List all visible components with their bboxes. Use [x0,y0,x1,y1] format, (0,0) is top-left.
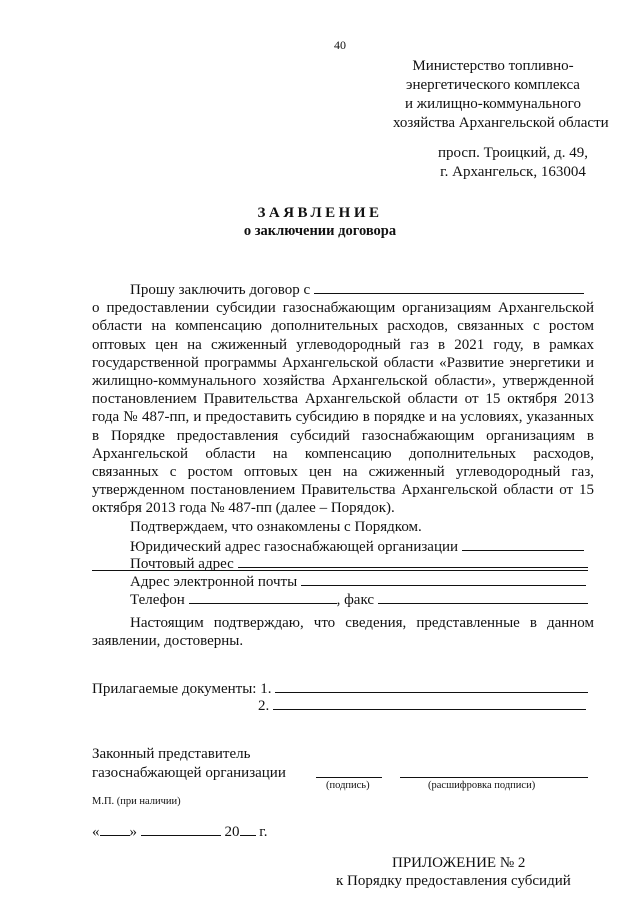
confirm-data-paragraph [92,614,594,650]
addressee-street: просп. Троицкий, д. 49, [438,145,588,161]
fax-field[interactable] [378,589,588,604]
legal-address-label: Юридический адрес газоснабжающей организации [130,538,459,555]
addressee-block [393,57,609,133]
postal-address-label: Почтовый адрес [130,556,234,572]
organization-name-field[interactable] [314,279,584,294]
document-subtitle: о заключении договора [243,223,397,239]
signature-field[interactable] [316,763,382,778]
attachments-label: Прилагаемые документы: [92,681,257,697]
addressee-city: г. Архангельск, 163004 [440,164,586,180]
addressee-line: хозяйства Архангельской области [393,115,609,131]
phone-fax-row [130,589,588,609]
date-year-field[interactable] [240,821,256,836]
email-row [130,571,586,591]
fax-label: , факс [336,592,375,608]
document-title: ЗАЯВЛЕНИЕ [257,205,383,221]
representative-line-1: Законный представитель [92,746,251,762]
attachment-field-2[interactable] [273,695,586,710]
email-field[interactable] [301,571,586,586]
date-close-quote: » [129,824,137,840]
legal-address-field[interactable] [462,536,584,551]
confirm-data-text: Настоящим подтверждаю, что сведения, представленные в данном заявлении, достоверны. [92,615,594,650]
addressee-line: и жилищно-коммунального [405,96,581,112]
attachment-number: 1. [260,681,272,697]
date-row [92,821,267,841]
phone-label: Телефон [130,592,185,608]
attachment-field-1[interactable] [275,678,588,693]
request-intro: Прошу заключить договор с [130,282,311,298]
representative-line-2: газоснабжающей организации [92,765,286,781]
addressee-line: Министерство топливно- [412,58,574,74]
representative-block [92,745,286,783]
attachment-number: 2. [258,698,270,714]
appendix-title: ПРИЛОЖЕНИЕ № 2 [392,855,526,871]
date-year-prefix: 20 [224,824,240,840]
signature-caption: (подпись) [326,780,370,791]
signature-decode-field[interactable] [400,763,588,778]
stamp-note: М.П. (при наличии) [92,796,181,807]
appendix-subtitle: к Порядку предоставления субсидий [336,873,571,889]
addressee-address [433,144,593,182]
postal-address-row [130,553,588,573]
request-body: о предоставлении субсидии газоснабжающим организациям Архангельской области на компенсацию дополнительных расходов, связанных с ростом оптовых цен на сжиженный углеводородный газ в 2021 году, в рамках государственной программы Архангельской области «Развитие энергетики и жилищно-коммунального хозяйства Архангельской области», утвержденной постановлением Правительства Архангельской области от 15 октября 2013 года № 487-пп, и предоставить субсидию в порядке и на условиях, указанных в Порядке предоставления субсидий газоснабжающим организациям в Архангельской области на компенсацию дополнительных расходов, связанных с ростом оптовых цен на сжиженный углеводородный газ, утвержденном постановлением Правительства Архангельской области от 15 октября 2013 года № 487-пп (далее – Порядок). [92,300,594,517]
request-paragraph [92,279,594,576]
date-open-quote: « [92,824,100,840]
postal-address-field[interactable] [238,553,588,568]
page-number: 40 [334,38,346,52]
email-label: Адрес электронной почты [130,574,298,590]
confirm-familiar: Подтверждаем, что ознакомлены с Порядком. [130,518,422,535]
signature-decode-caption: (расшифровка подписи) [428,780,536,791]
date-year-suffix: г. [259,824,268,840]
date-day-field[interactable] [100,821,130,836]
attachments-row-2 [258,695,586,715]
phone-field[interactable] [189,589,337,604]
date-month-field[interactable] [141,821,221,836]
addressee-line: энергетического комплекса [406,77,580,93]
